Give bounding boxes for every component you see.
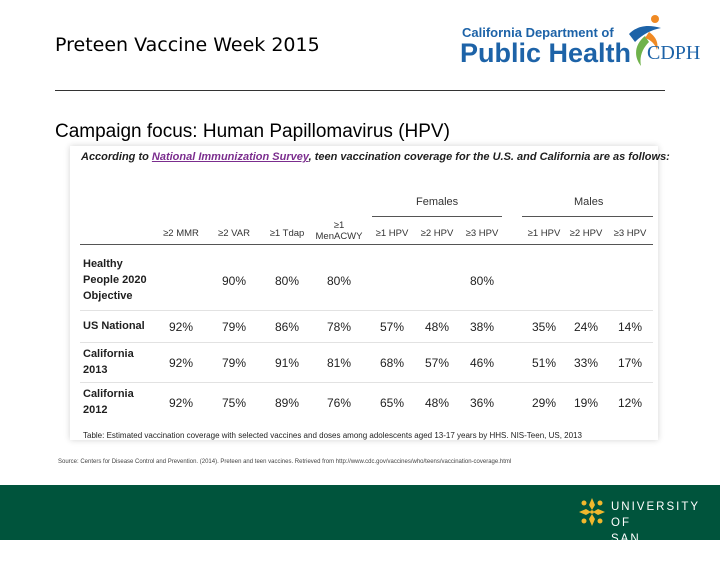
table-cell: 48%: [424, 396, 450, 410]
table-cell: 12%: [617, 396, 643, 410]
logo-line-2: Public Health: [460, 38, 632, 68]
table-cell: 29%: [531, 396, 557, 410]
table-cell: 76%: [326, 396, 352, 410]
slide-subtitle: Campaign focus: Human Papillomavirus (HPV): [55, 121, 450, 142]
table-cell: 57%: [424, 356, 450, 370]
table-cell: 48%: [424, 320, 450, 334]
table-cell: 86%: [274, 320, 300, 334]
table-cell: 89%: [274, 396, 300, 410]
col-header: ≥2 HPV: [420, 228, 454, 239]
usf-wordmark: [611, 499, 720, 563]
row-label-us-national: US National: [83, 320, 145, 332]
row-label-california-2012: California 2012: [83, 388, 134, 416]
col-header: ≥2 MMR: [163, 228, 199, 239]
usf-line-2: SAN FRANCISCO: [611, 533, 697, 561]
table-cell: 24%: [573, 320, 599, 334]
table-cell: 75%: [221, 396, 247, 410]
logo-abbr: CDPH: [647, 42, 701, 64]
coverage-table-panel: [70, 146, 670, 440]
cdph-logo: [460, 12, 700, 72]
table-cell: 65%: [379, 396, 405, 410]
col-header: ≥1 MenACWY: [315, 220, 363, 242]
table-cell: 92%: [168, 356, 194, 370]
table-cell: 35%: [531, 320, 557, 334]
table-cell: 46%: [469, 356, 495, 370]
row-label-healthy-people: Healthy People 2020 Objective: [83, 258, 147, 302]
title-divider: [55, 90, 665, 91]
logo-line-1: California Department of: [462, 25, 614, 40]
row-divider: [80, 342, 653, 343]
table-cell: 79%: [221, 320, 247, 334]
usf-line-1: UNIVERSITY OF: [611, 501, 700, 529]
col-header: ≥1 Tdap: [269, 228, 305, 239]
usf-emblem-icon: [578, 497, 606, 527]
group-header-males: Males: [574, 196, 604, 208]
nis-link[interactable]: National Immunization Survey: [151, 151, 309, 163]
table-cell: 19%: [573, 396, 599, 410]
intro-text-end: , teen vaccination coverage for the U.S. and California are as follows:: [308, 151, 670, 163]
table-cell: 80%: [274, 274, 300, 288]
col-header: ≥3 HPV: [613, 228, 647, 239]
table-cell: 80%: [469, 274, 495, 288]
table-cell: 81%: [326, 356, 352, 370]
table-cell: 79%: [221, 356, 247, 370]
table-cell: 68%: [379, 356, 405, 370]
intro-text-start: According to: [81, 151, 152, 163]
table-cell: 14%: [617, 320, 643, 334]
col-header: ≥3 HPV: [465, 228, 499, 239]
row-label-california-2013: California 2013: [83, 348, 134, 376]
group-header-females: Females: [416, 196, 459, 208]
slide-title: Preteen Vaccine Week 2015: [55, 34, 320, 56]
table-cell: 33%: [573, 356, 599, 370]
table-cell: 17%: [617, 356, 643, 370]
source-citation: Source: Centers for Disease Control and Prevention. (2014). Preteen and teen vaccines. Retrieved from http://www.cdc.gov/vaccines/who/teens/vaccination-coverage.html: [58, 459, 512, 465]
table-cell: 38%: [469, 320, 495, 334]
col-header: ≥2 HPV: [569, 228, 603, 239]
col-header: ≥2 VAR: [218, 228, 250, 239]
table-cell: 36%: [469, 396, 495, 410]
header-divider: [80, 244, 653, 245]
row-divider: [80, 382, 653, 383]
row-divider: [80, 310, 653, 311]
males-group-line: [522, 216, 653, 217]
table-cell: 92%: [168, 320, 194, 334]
table-intro: [81, 151, 670, 163]
table-cell: 92%: [168, 396, 194, 410]
table-cell: 80%: [326, 274, 352, 288]
table-cell: 78%: [326, 320, 352, 334]
table-cell: 57%: [379, 320, 405, 334]
females-group-line: [372, 216, 502, 217]
col-header: ≥1 HPV: [527, 228, 561, 239]
table-cell: 51%: [531, 356, 557, 370]
col-header: ≥1 HPV: [375, 228, 409, 239]
table-caption: Table: Estimated vaccination coverage with selected vaccines and doses among adolescents aged 13-17 years by HHS. NIS-Teen, US, 2013: [83, 431, 582, 440]
table-cell: 90%: [221, 274, 247, 288]
table-cell: 91%: [274, 356, 300, 370]
